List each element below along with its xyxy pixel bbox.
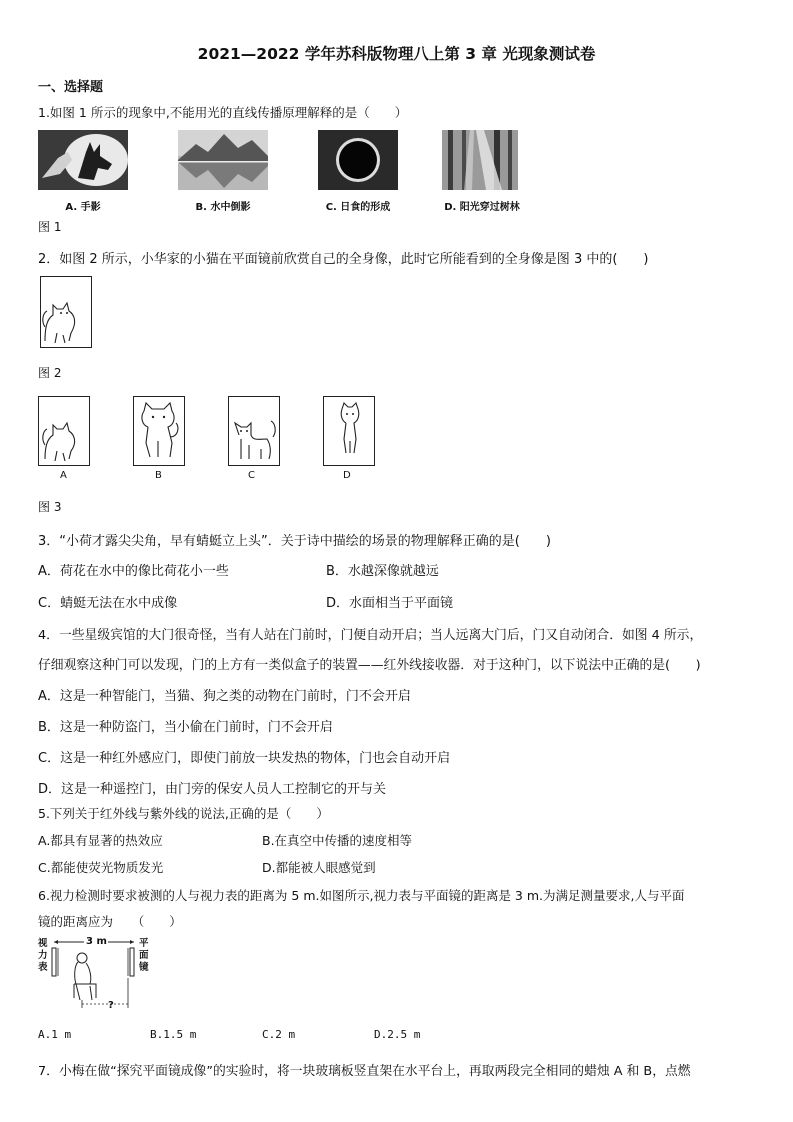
question-4-option-a: A．这是一种智能门，当猫、狗之类的动物在门前时，门不会开启	[38, 689, 411, 704]
caption-c: C. 日食的形成	[325, 202, 391, 213]
question-5-option-c: C.都能使荧光物质发光	[38, 860, 164, 875]
cat-mirror-figure	[40, 276, 92, 348]
option-label-d: D	[343, 470, 351, 481]
question-3-stem: 3．“小荷才露尖尖角，早有蜻蜓立上头”．关于诗中描绘的场景的物理解释正确的是( )	[38, 534, 551, 549]
caption-b: B. 水中倒影	[195, 202, 251, 213]
page-title: 2021—2022 学年苏科版物理八上第 3 章 光现象测试卷	[197, 45, 596, 63]
cat-option-c	[228, 396, 280, 466]
question-5-option-a: A.都具有显著的热效应	[38, 833, 163, 848]
cat-option-a	[38, 396, 90, 466]
question-6-option-c: C.2 m	[262, 1028, 296, 1041]
question-3-option-a: A．荷花在水中的像比荷花小一些	[38, 564, 229, 579]
distance-label: 3 m	[86, 936, 107, 947]
question-7-line-1: 7．小梅在做“探究平面镜成像”的实验时，将一块玻璃板竖直架在水平台上，再取两段完全相同的蜡烛 A 和 B，点燃	[38, 1064, 691, 1079]
question-4-option-d: D．这是一种遥控门，由门旁的保安人员人工控制它的开与关	[38, 782, 387, 797]
question-4-option-c: C．这是一种红外感应门，即使门前放一块发热的物体，门也会自动开启	[38, 751, 451, 766]
water-reflection-image	[178, 130, 268, 190]
figure-2-label: 图 2	[38, 366, 62, 380]
mirror-label: 平 面 镜	[139, 938, 149, 973]
question-2-stem: 2．如图 2 所示，小华家的小猫在平面镜前欣赏自己的全身像，此时它所能看到的全身像是图 3 中的( )	[38, 252, 649, 267]
question-5-option-b: B.在真空中传播的速度相等	[262, 833, 413, 848]
eye-chart-label: 视 力 表	[38, 938, 48, 973]
cat-option-d	[323, 396, 375, 466]
question-5-stem: 5.下列关于红外线与紫外线的说法,正确的是（ ）	[38, 806, 329, 821]
figure-1-label: 图 1	[38, 220, 62, 234]
question-3-option-c: C．蜻蜓无法在水中成像	[38, 596, 178, 611]
question-4-line-2: 仔细观察这种门可以发现，门的上方有一类似盒子的装置——红外线接收器．对于这种门，以下说法中正确的是( )	[38, 658, 701, 673]
section-heading: 一、选择题	[38, 80, 104, 95]
figure-3-label: 图 3	[38, 500, 62, 514]
question-6-line-1: 6.视力检测时要求被测的人与视力表的距离为 5 m.如图所示,视力表与平面镜的距离是 3 m.为满足测量要求,人与平面	[38, 888, 685, 903]
forest-sunlight-image	[442, 130, 518, 190]
solar-eclipse-image	[318, 130, 398, 190]
question-1-stem: 1.如图 1 所示的现象中,不能用光的直线传播原理解释的是（ ）	[38, 105, 408, 120]
question-4-option-b: B．这是一种防盗门，当小偷在门前时，门不会开启	[38, 720, 333, 735]
question-3-option-d: D．水面相当于平面镜	[326, 596, 454, 611]
option-label-a: A	[60, 470, 67, 481]
option-label-b: B	[155, 470, 162, 481]
cat-option-b	[133, 396, 185, 466]
question-4-line-1: 4．一些星级宾馆的大门很奇怪，当有人站在门前时，门便自动开启；当人远离大门后，门又自动闭合．如图 4 所示，	[38, 628, 703, 643]
question-6-option-b: B.1.5 m	[150, 1028, 197, 1041]
shadow-puppet-image	[38, 130, 128, 190]
eye-test-diagram	[38, 938, 158, 1018]
question-6-line-2: 镜的距离应为 （ ）	[38, 914, 182, 929]
question-6-option-a: A.1 m	[38, 1028, 72, 1041]
question-6-option-d: D.2.5 m	[374, 1028, 421, 1041]
caption-d: D. 阳光穿过树林	[444, 202, 520, 213]
question-3-option-b: B．水越深像就越远	[326, 564, 439, 579]
caption-a: A. 手影	[65, 202, 101, 213]
question-5-option-d: D.都能被人眼感觉到	[262, 860, 376, 875]
option-label-c: C	[248, 470, 255, 481]
unknown-distance-label: ?	[108, 1000, 114, 1011]
